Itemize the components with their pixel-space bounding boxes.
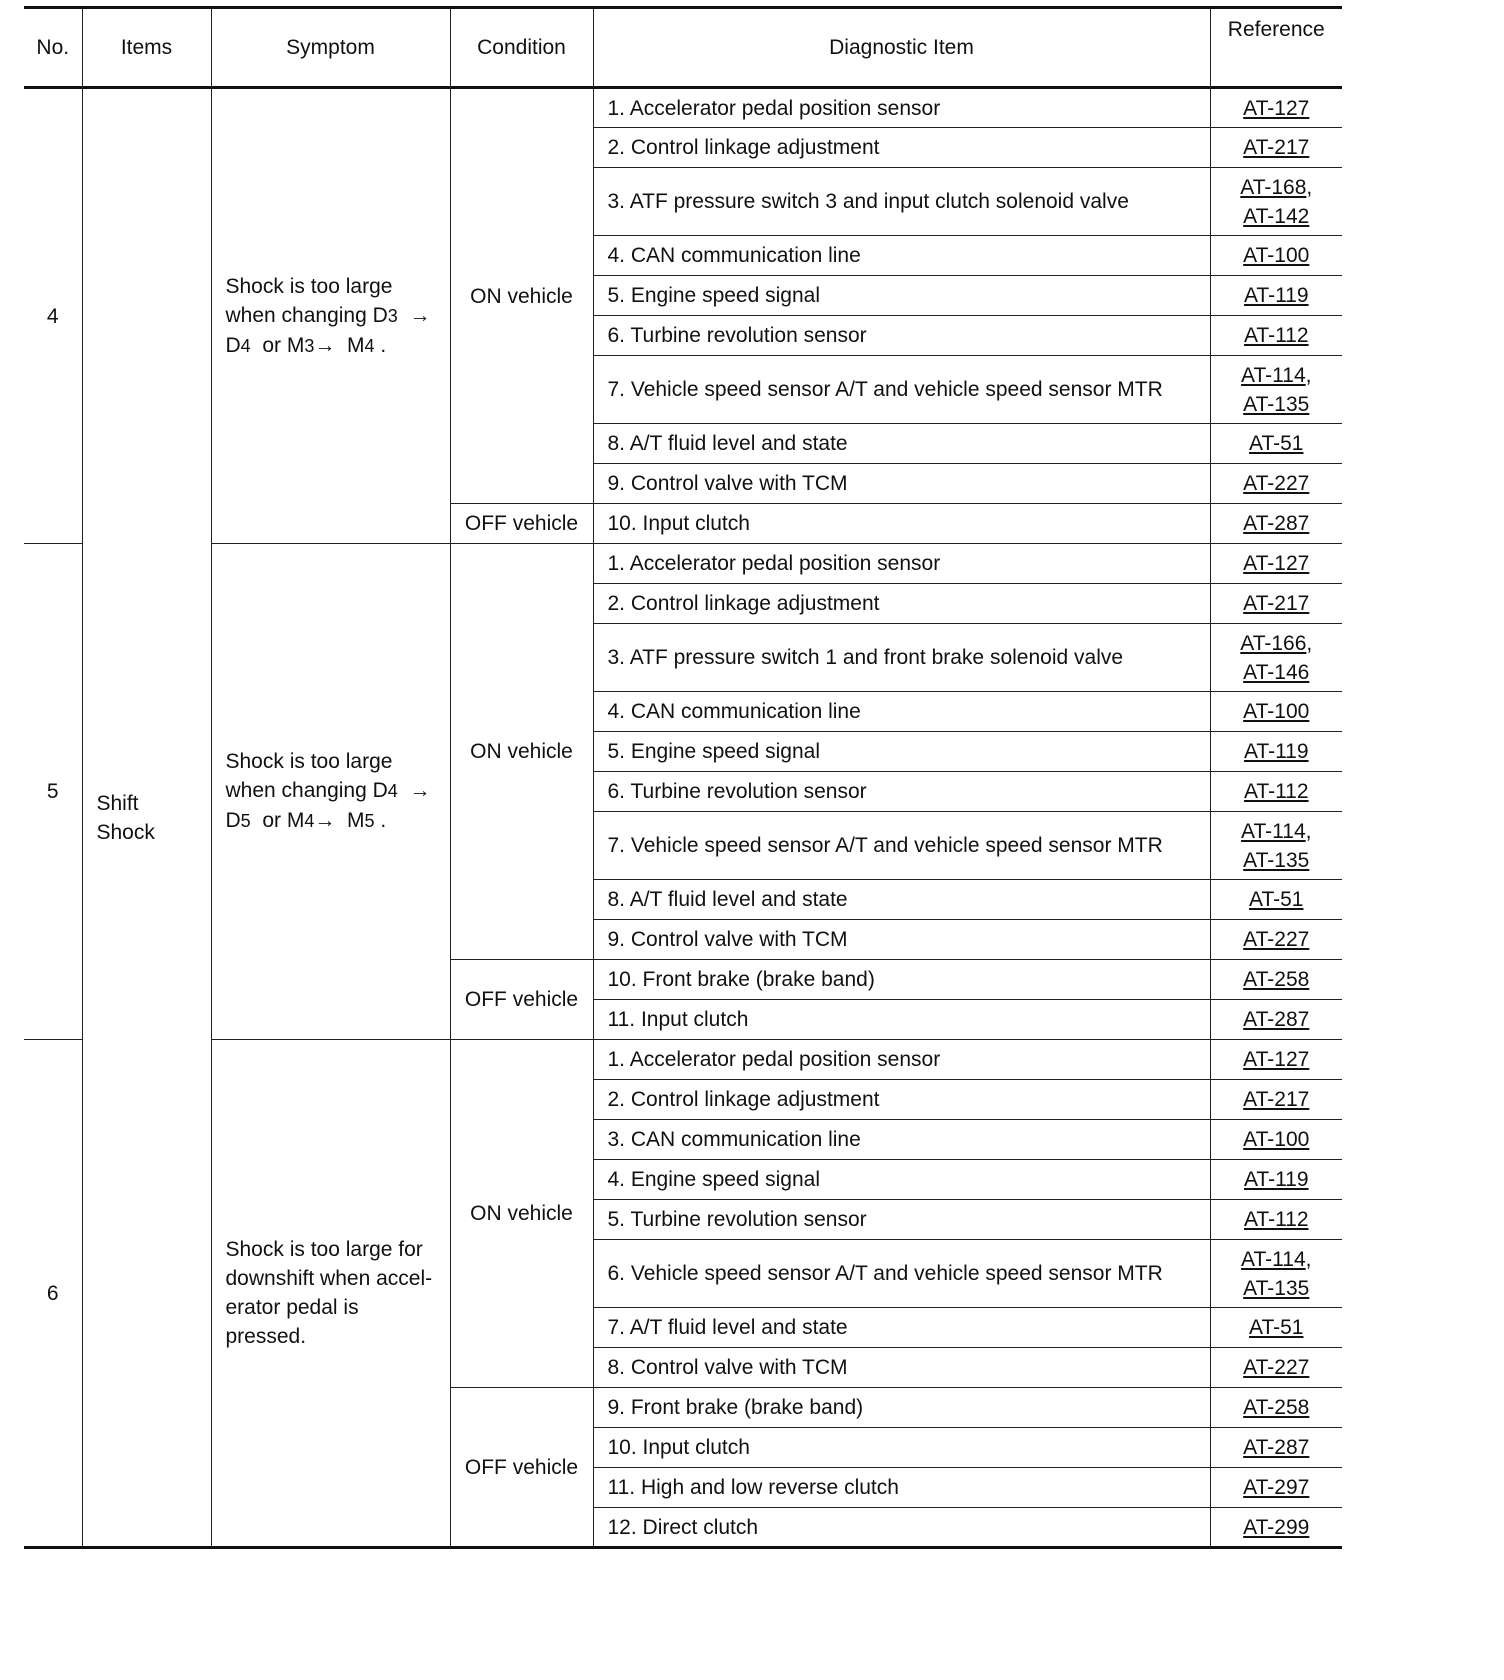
reference-link[interactable]: AT-168	[1240, 175, 1307, 199]
diagnostic-item	[593, 812, 1210, 880]
col-header-diagnostic-item: Diagnostic Item	[593, 8, 1210, 88]
diagnostic-item	[593, 276, 1210, 316]
diagnostic-item-text: 8. A/T fluid level and state	[607, 432, 848, 455]
reference-link[interactable]: AT-51	[1249, 1316, 1304, 1339]
diagnostic-item-text: 6. Vehicle speed sensor A/T and vehicle speed sensor MTR	[607, 1262, 1163, 1285]
diagnostic-item	[593, 1080, 1210, 1120]
reference-link[interactable]: AT-127	[1243, 552, 1310, 575]
gear-subscript: 4	[304, 811, 315, 831]
symptom-line: pressed.	[225, 1325, 307, 1348]
reference-cell	[1210, 316, 1342, 356]
arrow-right-icon: →	[314, 809, 336, 832]
symptom-line: Shock is too large	[225, 750, 393, 773]
reference-link[interactable]: AT-100	[1243, 700, 1310, 723]
reference-link[interactable]: AT-127	[1243, 96, 1310, 120]
condition-label: ON vehicle	[470, 1202, 573, 1225]
symptom-text: or M	[262, 809, 305, 832]
arrow-right-icon: →	[409, 779, 431, 802]
symptom-line: Shock is too large	[225, 274, 393, 298]
diagnostic-item-text: 4. CAN communication line	[607, 700, 861, 723]
reference-link[interactable]: AT-112	[1243, 324, 1309, 347]
symptom-cell: Shock is too large when changing D4 → D5 or M4→ M5 .	[211, 544, 450, 1040]
diagnostic-item	[593, 1040, 1210, 1080]
diagnostic-item	[593, 1428, 1210, 1468]
reference-link[interactable]: AT-135	[1243, 392, 1310, 416]
reference-cell	[1210, 1040, 1342, 1080]
reference-cell	[1210, 960, 1342, 1000]
symptom-text: when changing D	[225, 779, 388, 802]
reference-cell: AT-166, AT-146	[1210, 624, 1342, 692]
diagnostic-item-text: 7. Vehicle speed sensor A/T and vehicle speed sensor MTR	[607, 378, 1163, 401]
reference-link[interactable]: AT-51	[1249, 888, 1304, 911]
diagnostic-item-text: 9. Control valve with TCM	[607, 472, 848, 495]
reference-cell	[1210, 584, 1342, 624]
diagnostic-item-text: 2. Control linkage adjustment	[607, 1088, 880, 1111]
table-row	[24, 1040, 1342, 1080]
reference-cell	[1210, 88, 1342, 128]
reference-cell	[1210, 128, 1342, 168]
diagnostic-item-text: 9. Front brake (brake band)	[607, 1396, 864, 1419]
col-header-symptom: Symptom	[211, 8, 450, 88]
diagnostic-item	[593, 624, 1210, 692]
col-header-reference: Reference	[1210, 8, 1342, 88]
gear-subscript: 3	[387, 305, 398, 326]
diagnostic-item-text: 9. Control valve with TCM	[607, 928, 848, 951]
reference-cell	[1210, 1080, 1342, 1120]
reference-link[interactable]: AT-217	[1243, 1088, 1310, 1111]
row-number	[24, 88, 82, 544]
reference-link[interactable]: AT-227	[1243, 928, 1310, 951]
arrow-right-icon: →	[314, 333, 336, 357]
diagnostic-item	[593, 464, 1210, 504]
items-cell	[82, 88, 211, 1548]
symptom-cell: Shock is too large when changing D3 → D4 or M3→ M4 .	[211, 88, 450, 544]
reference-link[interactable]: AT-217	[1243, 592, 1310, 615]
diagnostic-item-text: 11. Input clutch	[607, 1008, 749, 1031]
reference-link[interactable]: AT-166	[1240, 631, 1307, 655]
gear-subscript: 3	[304, 335, 315, 356]
symptom-line: Shock is too large for	[225, 1238, 423, 1261]
diagnostic-item	[593, 960, 1210, 1000]
reference-cell: AT-114, AT-135	[1210, 1240, 1342, 1308]
diagnostic-item	[593, 1160, 1210, 1200]
reference-link[interactable]: AT-217	[1243, 136, 1310, 159]
diagnosis-table	[24, 6, 1342, 1549]
reference-link[interactable]: AT-51	[1249, 432, 1304, 455]
diagnostic-item	[593, 1240, 1210, 1308]
diagnostic-item	[593, 920, 1210, 960]
reference-cell	[1210, 1200, 1342, 1240]
diagnostic-item	[593, 692, 1210, 732]
items-label: Shock	[96, 820, 155, 844]
reference-cell	[1210, 1428, 1342, 1468]
diagnostic-item-text: 8. Control valve with TCM	[607, 1356, 848, 1379]
reference-cell	[1210, 1120, 1342, 1160]
reference-cell	[1210, 504, 1342, 544]
reference-cell	[1210, 1508, 1342, 1548]
reference-link[interactable]: AT-287	[1243, 1008, 1310, 1031]
table-row	[24, 88, 1342, 128]
diagnostic-item	[593, 1120, 1210, 1160]
symptom-cell	[211, 1040, 450, 1548]
diagnostic-item-text: 4. Engine speed signal	[607, 1168, 820, 1191]
symptom-text: D	[225, 333, 241, 357]
reference-link[interactable]: AT-114	[1241, 1247, 1306, 1271]
condition-label: OFF vehicle	[464, 988, 579, 1011]
diagnostic-item	[593, 584, 1210, 624]
diagnostic-item	[593, 88, 1210, 128]
diagnostic-item-text: 3. ATF pressure switch 1 and front brake solenoid valve	[607, 646, 1124, 669]
diagnostic-item	[593, 128, 1210, 168]
reference-link[interactable]: AT-100	[1243, 244, 1310, 267]
diagnostic-item	[593, 1508, 1210, 1548]
condition-cell	[450, 504, 593, 544]
diagnostic-item	[593, 880, 1210, 920]
diagnostic-item	[593, 1200, 1210, 1240]
symptom-text: or M	[262, 333, 305, 357]
row-number-value: 5	[46, 780, 59, 803]
reference-cell	[1210, 464, 1342, 504]
diagnostic-item-text: 10. Input clutch	[607, 512, 750, 535]
reference-cell	[1210, 772, 1342, 812]
diagnostic-item	[593, 356, 1210, 424]
reference-cell	[1210, 544, 1342, 584]
diagnostic-item-text: 1. Accelerator pedal position sensor	[607, 1048, 941, 1071]
diagnostic-item-text: 10. Input clutch	[607, 1436, 750, 1459]
condition-cell	[450, 544, 593, 960]
reference-cell	[1210, 692, 1342, 732]
diagnostic-item	[593, 424, 1210, 464]
diagnostic-item	[593, 544, 1210, 584]
gear-subscript: 5	[364, 811, 375, 831]
reference-link[interactable]: AT-135	[1243, 848, 1310, 872]
diagnostic-item-text: 5. Turbine revolution sensor	[607, 1208, 867, 1231]
reference-link[interactable]: AT-112	[1243, 780, 1309, 803]
diagnostic-item-text: 6. Turbine revolution sensor	[607, 780, 867, 803]
arrow-right-icon: →	[409, 303, 431, 327]
reference-cell: AT-168, AT-142	[1210, 168, 1342, 236]
reference-cell	[1210, 1308, 1342, 1348]
diagnostic-item	[593, 1308, 1210, 1348]
reference-link[interactable]: AT-119	[1243, 1168, 1309, 1191]
reference-link[interactable]: AT-299	[1243, 1515, 1310, 1539]
diagnostic-item-text: 7. Vehicle speed sensor A/T and vehicle speed sensor MTR	[607, 834, 1163, 857]
table-body	[24, 88, 1342, 1548]
diagnostic-item-text: 6. Turbine revolution sensor	[607, 324, 867, 347]
diagnostic-item-text: 1. Accelerator pedal position sensor	[607, 96, 941, 120]
symptom-text: M	[347, 809, 365, 832]
diagnostic-item	[593, 772, 1210, 812]
col-header-no: No.	[24, 8, 82, 88]
diagnostic-item	[593, 1468, 1210, 1508]
header-row	[24, 8, 1342, 88]
symptom-text: D	[225, 809, 241, 832]
reference-cell	[1210, 1160, 1342, 1200]
col-header-condition: Condition	[450, 8, 593, 88]
condition-cell	[450, 88, 593, 504]
diagnostic-item-text: 5. Engine speed signal	[607, 740, 820, 763]
symptom-text: when changing D	[225, 303, 388, 327]
reference-link[interactable]: AT-114	[1241, 819, 1306, 843]
reference-link[interactable]: AT-142	[1243, 204, 1310, 228]
condition-cell	[450, 960, 593, 1040]
reference-link[interactable]: AT-258	[1243, 1396, 1310, 1419]
diagnostic-item	[593, 504, 1210, 544]
diagnostic-item-text: 2. Control linkage adjustment	[607, 592, 880, 615]
condition-cell	[450, 1388, 593, 1548]
diagnostic-item	[593, 236, 1210, 276]
reference-link[interactable]: AT-100	[1243, 1128, 1310, 1151]
diagnostic-item-text: 1. Accelerator pedal position sensor	[607, 552, 941, 575]
condition-label: OFF vehicle	[464, 1455, 579, 1479]
reference-link[interactable]: AT-297	[1243, 1476, 1310, 1499]
col-header-items: Items	[82, 8, 211, 88]
diagnostic-item	[593, 1388, 1210, 1428]
diagnostic-item-text: 4. CAN communication line	[607, 244, 861, 267]
reference-link[interactable]: AT-114	[1241, 363, 1306, 387]
row-number-value: 4	[46, 304, 59, 328]
diagnostic-item-text: 8. A/T fluid level and state	[607, 888, 848, 911]
reference-link[interactable]: AT-227	[1243, 1356, 1310, 1379]
diagnostic-item-text: 12. Direct clutch	[607, 1515, 759, 1539]
reference-cell: AT-114, AT-135	[1210, 812, 1342, 880]
condition-label: OFF vehicle	[464, 512, 579, 535]
gear-subscript: 5	[240, 811, 251, 831]
items-label: Shift	[96, 791, 139, 815]
diagnostic-item-text: 3. CAN communication line	[607, 1128, 861, 1151]
reference-cell	[1210, 276, 1342, 316]
diagnostic-item-text: 3. ATF pressure switch 3 and input clutch solenoid valve	[607, 190, 1129, 213]
reference-link[interactable]: AT-112	[1243, 1208, 1309, 1231]
reference-link[interactable]: AT-119	[1243, 740, 1309, 763]
reference-link[interactable]: AT-258	[1243, 968, 1310, 991]
reference-link[interactable]: AT-119	[1243, 284, 1309, 307]
reference-link[interactable]: AT-146	[1243, 660, 1310, 684]
reference-cell	[1210, 424, 1342, 464]
symptom-text: M	[347, 333, 365, 357]
reference-link[interactable]: AT-287	[1243, 512, 1310, 535]
reference-cell: AT-114, AT-135	[1210, 356, 1342, 424]
condition-label: ON vehicle	[470, 740, 573, 763]
diagnostic-item-text: 10. Front brake (brake band)	[607, 968, 875, 991]
symptom-line: erator pedal is	[225, 1296, 359, 1319]
row-number	[24, 1040, 82, 1548]
diagnostic-item-text: 2. Control linkage adjustment	[607, 136, 880, 159]
condition-cell	[450, 1040, 593, 1388]
row-number	[24, 544, 82, 1040]
symptom-line: downshift when accel-	[225, 1267, 433, 1290]
gear-subscript: 4	[387, 781, 398, 801]
reference-link[interactable]: AT-127	[1243, 1048, 1310, 1071]
reference-cell	[1210, 880, 1342, 920]
reference-cell	[1210, 920, 1342, 960]
diagnostic-item	[593, 1000, 1210, 1040]
diagnostic-item	[593, 168, 1210, 236]
reference-cell	[1210, 1468, 1342, 1508]
diagnostic-item	[593, 316, 1210, 356]
reference-link[interactable]: AT-135	[1243, 1276, 1310, 1300]
row-number-value: 6	[46, 1281, 59, 1305]
reference-cell	[1210, 1000, 1342, 1040]
reference-link[interactable]: AT-227	[1243, 472, 1310, 495]
diagnostic-item-text: 7. A/T fluid level and state	[607, 1316, 848, 1339]
gear-subscript: 4	[364, 335, 375, 356]
diagnostic-item	[593, 732, 1210, 772]
reference-cell	[1210, 1348, 1342, 1388]
diagnostic-item	[593, 1348, 1210, 1388]
reference-cell	[1210, 236, 1342, 276]
reference-cell	[1210, 1388, 1342, 1428]
condition-label: ON vehicle	[470, 284, 573, 308]
reference-link[interactable]: AT-287	[1243, 1436, 1310, 1459]
diagnostic-item-text: 11. High and low reverse clutch	[607, 1476, 899, 1499]
diagnostic-item-text: 5. Engine speed signal	[607, 284, 820, 307]
gear-subscript: 4	[240, 335, 251, 356]
reference-cell	[1210, 732, 1342, 772]
table-row	[24, 544, 1342, 584]
